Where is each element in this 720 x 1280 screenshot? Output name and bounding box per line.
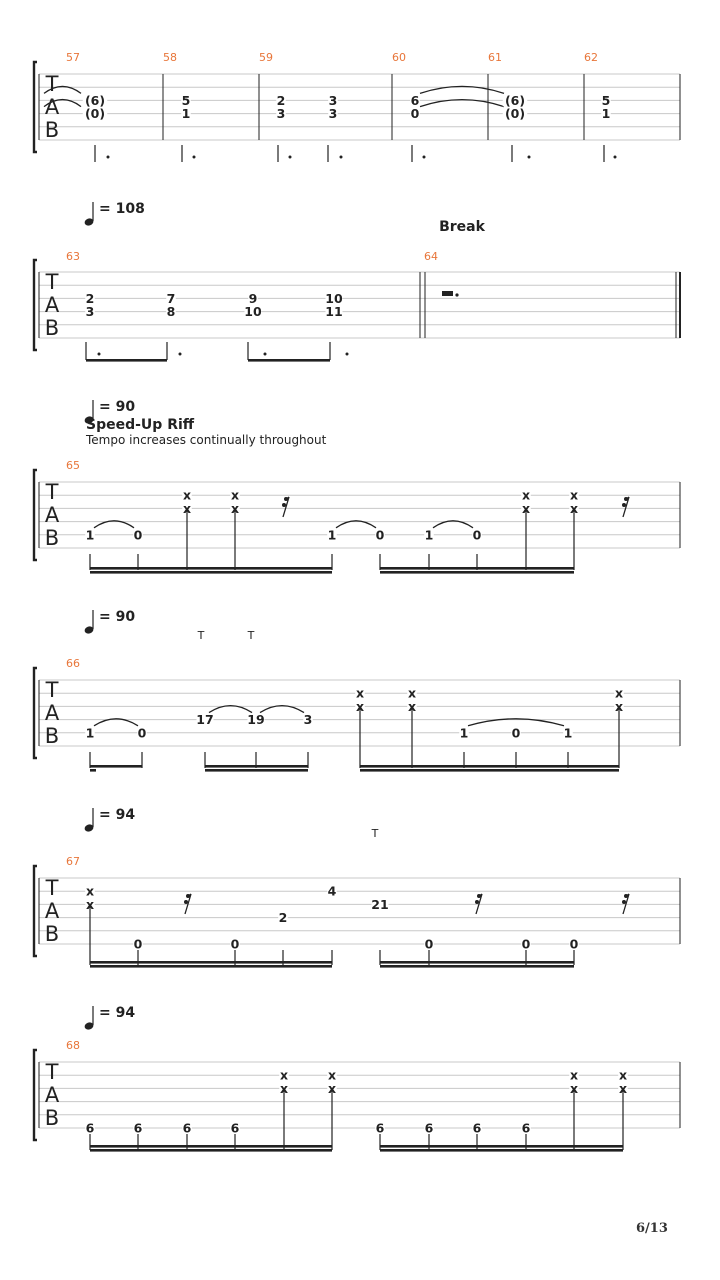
fret-number: (6) (84, 92, 106, 108)
instruction-text: Tempo increases continually throughout (86, 433, 327, 447)
fret-number: x (618, 1080, 628, 1096)
duration-dot (289, 156, 292, 159)
beam (90, 1145, 332, 1148)
measure-number: 65 (66, 459, 80, 472)
tap-marking: T (247, 629, 255, 642)
fret-number: 2 (276, 92, 286, 108)
fret-number: 1 (601, 106, 611, 122)
fret-number: x (327, 1067, 337, 1083)
duration-dot (264, 353, 267, 356)
fret-number: 0 (375, 527, 385, 543)
fret-number: 8 (166, 304, 176, 320)
fret-number: x (569, 500, 579, 516)
beam (248, 359, 330, 362)
fret-number: x (182, 487, 192, 503)
fret-number: 10 (244, 304, 262, 320)
tab-clef-letter: B (44, 724, 60, 748)
tempo-marking: = 90 (99, 399, 136, 415)
tab-clef-letter: T (45, 480, 59, 504)
tap-marking: T (371, 827, 379, 840)
system-bracket (34, 470, 37, 560)
tab-system (34, 808, 680, 968)
page-number: 6/13 (636, 1221, 668, 1236)
fret-number: 2 (85, 290, 95, 306)
fret-number: 1 (85, 725, 95, 741)
fret-number: 19 (247, 712, 265, 728)
beam (90, 571, 332, 574)
fret-number: x (407, 685, 417, 701)
measure-number: 66 (66, 657, 80, 670)
tab-clef-letter: A (44, 95, 60, 119)
duration-dot (528, 156, 531, 159)
duration-dot (340, 156, 343, 159)
system-bracket (34, 62, 37, 152)
fret-number: x (279, 1067, 289, 1083)
fret-number: 1 (424, 527, 434, 543)
tap-marking: T (197, 629, 205, 642)
system-bracket (34, 1050, 37, 1140)
beam (90, 765, 142, 768)
fret-number: x (230, 487, 240, 503)
tab-clef-letter: B (44, 922, 60, 946)
section-title: Break (439, 219, 485, 235)
fret-number: (0) (84, 106, 106, 122)
tab-clef-letter: T (45, 1060, 59, 1084)
fret-number: 5 (181, 92, 191, 108)
fret-number: x (521, 500, 531, 516)
fret-number: 0 (521, 936, 531, 952)
fret-number: 3 (328, 92, 338, 108)
tab-clef-letter: T (45, 72, 59, 96)
tab-clef-letter: A (44, 899, 60, 923)
fret-number: 6 (133, 1120, 143, 1136)
duration-dot (193, 156, 196, 159)
fret-number: 0 (511, 725, 521, 741)
duration-dot (179, 353, 182, 356)
rest-flag (282, 503, 286, 507)
measure-number: 63 (66, 250, 80, 263)
measure-number: 61 (488, 51, 502, 64)
tab-system (34, 62, 680, 162)
rest-dot (455, 293, 458, 296)
beam (90, 961, 332, 964)
fret-number: x (521, 487, 531, 503)
tab-clef-letter: A (44, 1083, 60, 1107)
fret-number: 9 (248, 290, 258, 306)
fret-number: x (569, 1080, 579, 1096)
duration-dot (614, 156, 617, 159)
beam (380, 571, 574, 574)
fret-number: x (614, 698, 624, 714)
fret-number: 3 (303, 712, 313, 728)
beam (360, 769, 619, 772)
beam (86, 359, 167, 362)
fret-number: x (355, 698, 365, 714)
tab-clef-letter: T (45, 876, 59, 900)
fret-number: 6 (521, 1120, 531, 1136)
fret-number: 2 (278, 910, 288, 926)
beam-stub (90, 769, 96, 772)
fret-number: x (614, 685, 624, 701)
fret-number: 3 (85, 304, 95, 320)
fret-number: 4 (327, 883, 337, 899)
rest-flag (622, 900, 626, 904)
fret-number: x (85, 896, 95, 912)
duration-dot (346, 353, 349, 356)
tab-clef-letter: T (45, 678, 59, 702)
tab-clef-letter: A (44, 503, 60, 527)
tab-clef-letter: B (44, 118, 60, 142)
beam (205, 765, 308, 768)
fret-number: x (407, 698, 417, 714)
fret-number: x (327, 1080, 337, 1096)
tab-clef-letter: A (44, 293, 60, 317)
fret-number: x (569, 487, 579, 503)
fret-number: 1 (85, 527, 95, 543)
rest-flag (184, 900, 188, 904)
measure-number: 58 (163, 51, 177, 64)
beam (380, 961, 574, 964)
fret-number: 5 (601, 92, 611, 108)
system-bracket (34, 668, 37, 758)
fret-number: x (355, 685, 365, 701)
fret-number: 1 (459, 725, 469, 741)
beam (90, 965, 332, 968)
measure-number: 60 (392, 51, 406, 64)
beam (380, 1145, 623, 1148)
fret-number: 3 (276, 106, 286, 122)
measure-number: 67 (66, 855, 80, 868)
rest-flag (622, 503, 626, 507)
system-bracket (34, 866, 37, 956)
fret-number: x (85, 883, 95, 899)
fret-number: 1 (563, 725, 573, 741)
fret-number: x (279, 1080, 289, 1096)
rest-flag (475, 900, 479, 904)
beam (90, 1149, 332, 1152)
tab-system (34, 1006, 680, 1152)
fret-number: 10 (325, 290, 343, 306)
fret-number: 0 (569, 936, 579, 952)
beam (90, 567, 332, 570)
fret-number: 0 (133, 527, 143, 543)
measure-number: 59 (259, 51, 273, 64)
fret-number: 11 (325, 304, 343, 320)
beam (380, 567, 574, 570)
section-title: Speed-Up Riff (86, 417, 195, 433)
duration-dot (98, 353, 101, 356)
tab-clef-letter: A (44, 701, 60, 725)
fret-number: 17 (196, 712, 214, 728)
fret-number: 21 (371, 896, 389, 912)
fret-number: 6 (375, 1120, 385, 1136)
fret-number: 7 (166, 290, 176, 306)
fret-number: 6 (182, 1120, 192, 1136)
beam (205, 769, 308, 772)
fret-number: 0 (230, 936, 240, 952)
fret-number: 6 (410, 92, 420, 108)
beam (380, 965, 574, 968)
fret-number: 0 (410, 106, 420, 122)
tab-clef-letter: T (45, 270, 59, 294)
fret-number: 3 (328, 106, 338, 122)
fret-number: 6 (472, 1120, 482, 1136)
beam (360, 765, 619, 768)
fret-number: x (569, 1067, 579, 1083)
fret-number: 0 (137, 725, 147, 741)
fret-number: 6 (85, 1120, 95, 1136)
measure-number: 57 (66, 51, 80, 64)
system-bracket (34, 260, 37, 350)
fret-number: 6 (230, 1120, 240, 1136)
tempo-marking: = 90 (99, 609, 136, 625)
duration-dot (423, 156, 426, 159)
tab-clef-letter: B (44, 1106, 60, 1130)
tempo-marking: = 108 (99, 201, 145, 217)
tab-clef-letter: B (44, 526, 60, 550)
duration-dot (107, 156, 110, 159)
measure-number: 68 (66, 1039, 80, 1052)
measure-number: 64 (424, 250, 438, 263)
tab-system (34, 202, 680, 362)
fret-number: 0 (424, 936, 434, 952)
fret-number: x (618, 1067, 628, 1083)
fret-number: x (230, 500, 240, 516)
half-rest (442, 291, 453, 296)
beam (380, 1149, 623, 1152)
fret-number: 6 (424, 1120, 434, 1136)
measure-number: 62 (584, 51, 598, 64)
tab-clef-letter: B (44, 316, 60, 340)
tempo-marking: = 94 (99, 807, 136, 823)
fret-number: 1 (327, 527, 337, 543)
fret-number: 1 (181, 106, 191, 122)
fret-number: 0 (472, 527, 482, 543)
tempo-marking: = 94 (99, 1005, 136, 1021)
fret-number: (6) (504, 92, 526, 108)
fret-number: x (182, 500, 192, 516)
fret-number: 0 (133, 936, 143, 952)
fret-number: (0) (504, 106, 526, 122)
